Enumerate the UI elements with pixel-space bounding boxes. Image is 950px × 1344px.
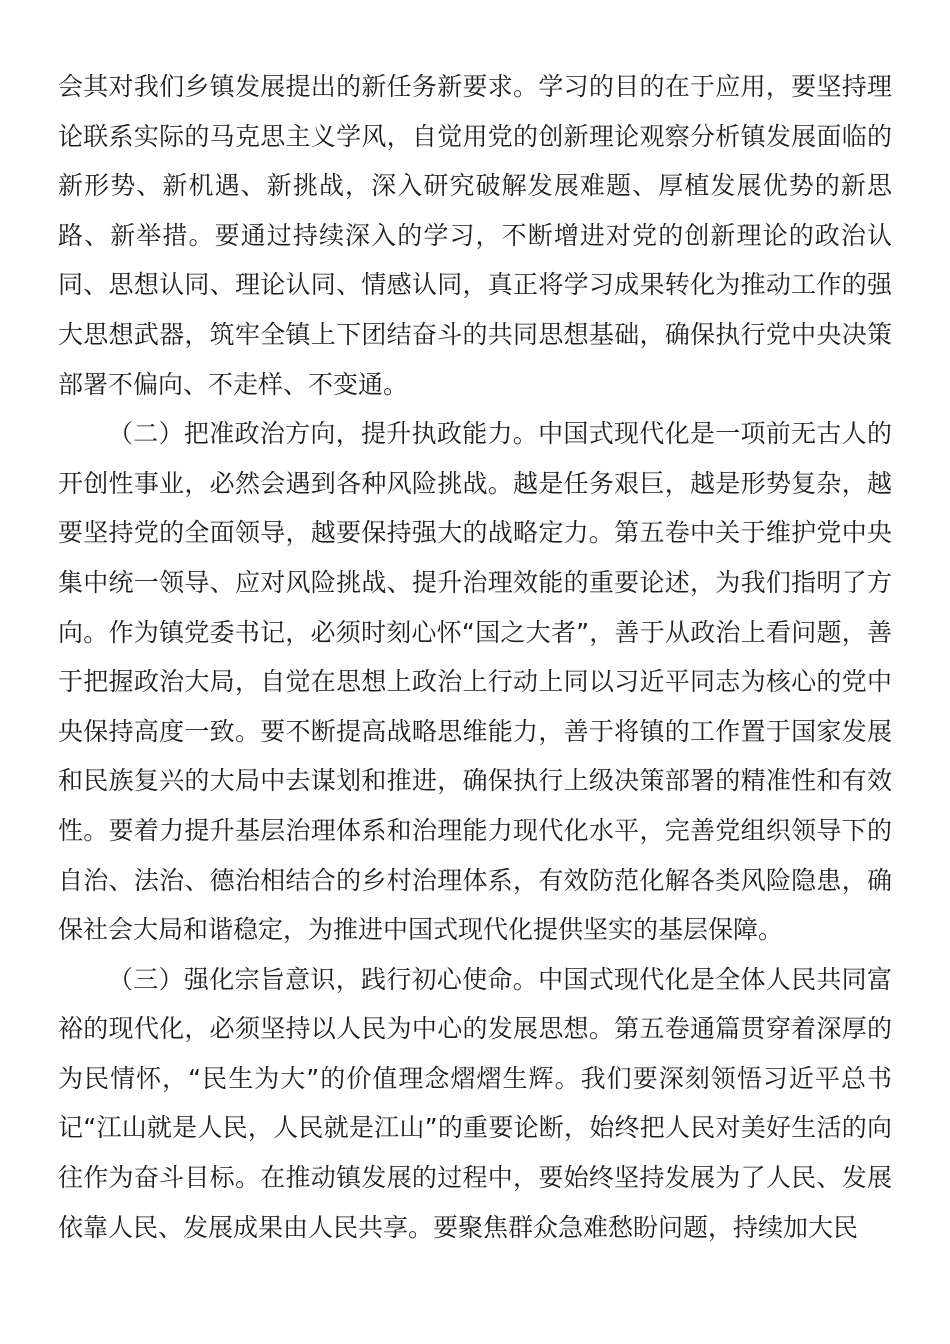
paragraph-continued: 会其对我们乡镇发展提出的新任务新要求。学习的目的在于应用，要坚持理论联系实际的马克思主义学风，自觉用党的创新理论观察分析镇发展面临的新形势、新机遇、新挑战，深入研究破解发展难题、厚植发展优势的新思路、新举措。要通过持续深入的学习，不断增进对党的创新理论的政治认同、思想认同、理论认同、情感认同，真正将学习成果转化为推动工作的强大思想武器，筑牢全镇上下团结奋斗的共同思想基础，确保执行党中央决策部署不偏向、不走样、不变通。 xyxy=(58,72,892,399)
document-body xyxy=(58,62,892,1252)
paragraph-section-2: （二）把准政治方向，提升执政能力。中国式现代化是一项前无古人的开创性事业，必然会遇到各种风险挑战。越是任务艰巨，越是形势复杂，越要坚持党的全面领导，越要保持强大的战略定力。第五卷中关于维护党中央集中统一领导、应对风险挑战、提升治理效能的重要论述，为我们指明了方向。作为镇党委书记，必须时刻心怀“国之大者”，善于从政治上看问题，善于把握政治大局，自觉在思想上政治上行动上同以习近平同志为核心的党中央保持高度一致。要不断提高战略思维能力，善于将镇的工作置于国家发展和民族复兴的大局中去谋划和推进，确保执行上级决策部署的精准性和有效性。要着力提升基层治理体系和治理能力现代化水平，完善党组织领导下的自治、法治、德治相结合的乡村治理体系，有效防范化解各类风险隐患，确保社会大局和谐稳定，为推进中国式现代化提供坚实的基层保障。 xyxy=(58,419,892,945)
paragraph-section-3: （三）强化宗旨意识，践行初心使命。中国式现代化是全体人民共同富裕的现代化，必须坚持以人民为中心的发展思想。第五卷通篇贯穿着深厚的为民情怀，“民生为大”的价值理念熠熠生辉。我们要深刻领悟习近平总书记“江山就是人民，人民就是江山”的重要论断，始终把人民对美好生活的向往作为奋斗目标。在推动镇发展的过程中，要始终坚持发展为了人民、发展依靠人民、发展成果由人民共享。要聚焦群众急难愁盼问题，持续加大民 xyxy=(58,964,892,1242)
